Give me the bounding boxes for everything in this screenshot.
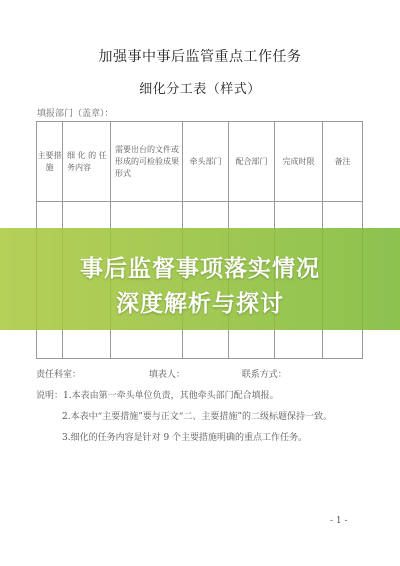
fill-department-label: 填报部门（盖章）： — [37, 109, 114, 119]
filler-label: 填表人： — [148, 370, 185, 380]
header-lead-department: 牵头部门 — [183, 122, 229, 202]
note-item-2: 2.本表中“主要措施”要与正文“二、主要措施”的二级标题保持一致。 — [62, 412, 332, 422]
header-main-measures: 主要措施 — [37, 122, 63, 202]
page-number: - 1 - — [330, 516, 348, 526]
header-deliverables: 需要出台的文件或形成的可检验成果形式 — [111, 122, 183, 202]
header-deadline: 完成时限 — [275, 122, 323, 202]
banner-title-line1: 事后监督事项落实情况 — [80, 256, 320, 282]
header-task-content: 细 化 的 任务内容 — [63, 122, 111, 202]
responsible-office-label: 责任科室： — [36, 370, 82, 380]
note-item-3: 3.细化的任务内容是针对 9 个主要措施明确的重点工作任务。 — [62, 433, 308, 443]
table-header-row — [37, 122, 363, 202]
header-remarks: 备注 — [323, 122, 363, 202]
note-item-1: 说明：1.本表由第一牵头单位负责，其他牵头部门配合填报。 — [36, 391, 279, 401]
banner-title-line2: 深度解析与探讨 — [116, 291, 284, 317]
document-subtitle: 细化分工表（样式） — [139, 82, 261, 97]
footer-fields — [36, 367, 366, 380]
header-cooperating-department: 配合部门 — [229, 122, 275, 202]
document-title: 加强事中事后监管重点工作任务 — [98, 49, 302, 65]
contact-label: 联系方式： — [241, 370, 287, 380]
